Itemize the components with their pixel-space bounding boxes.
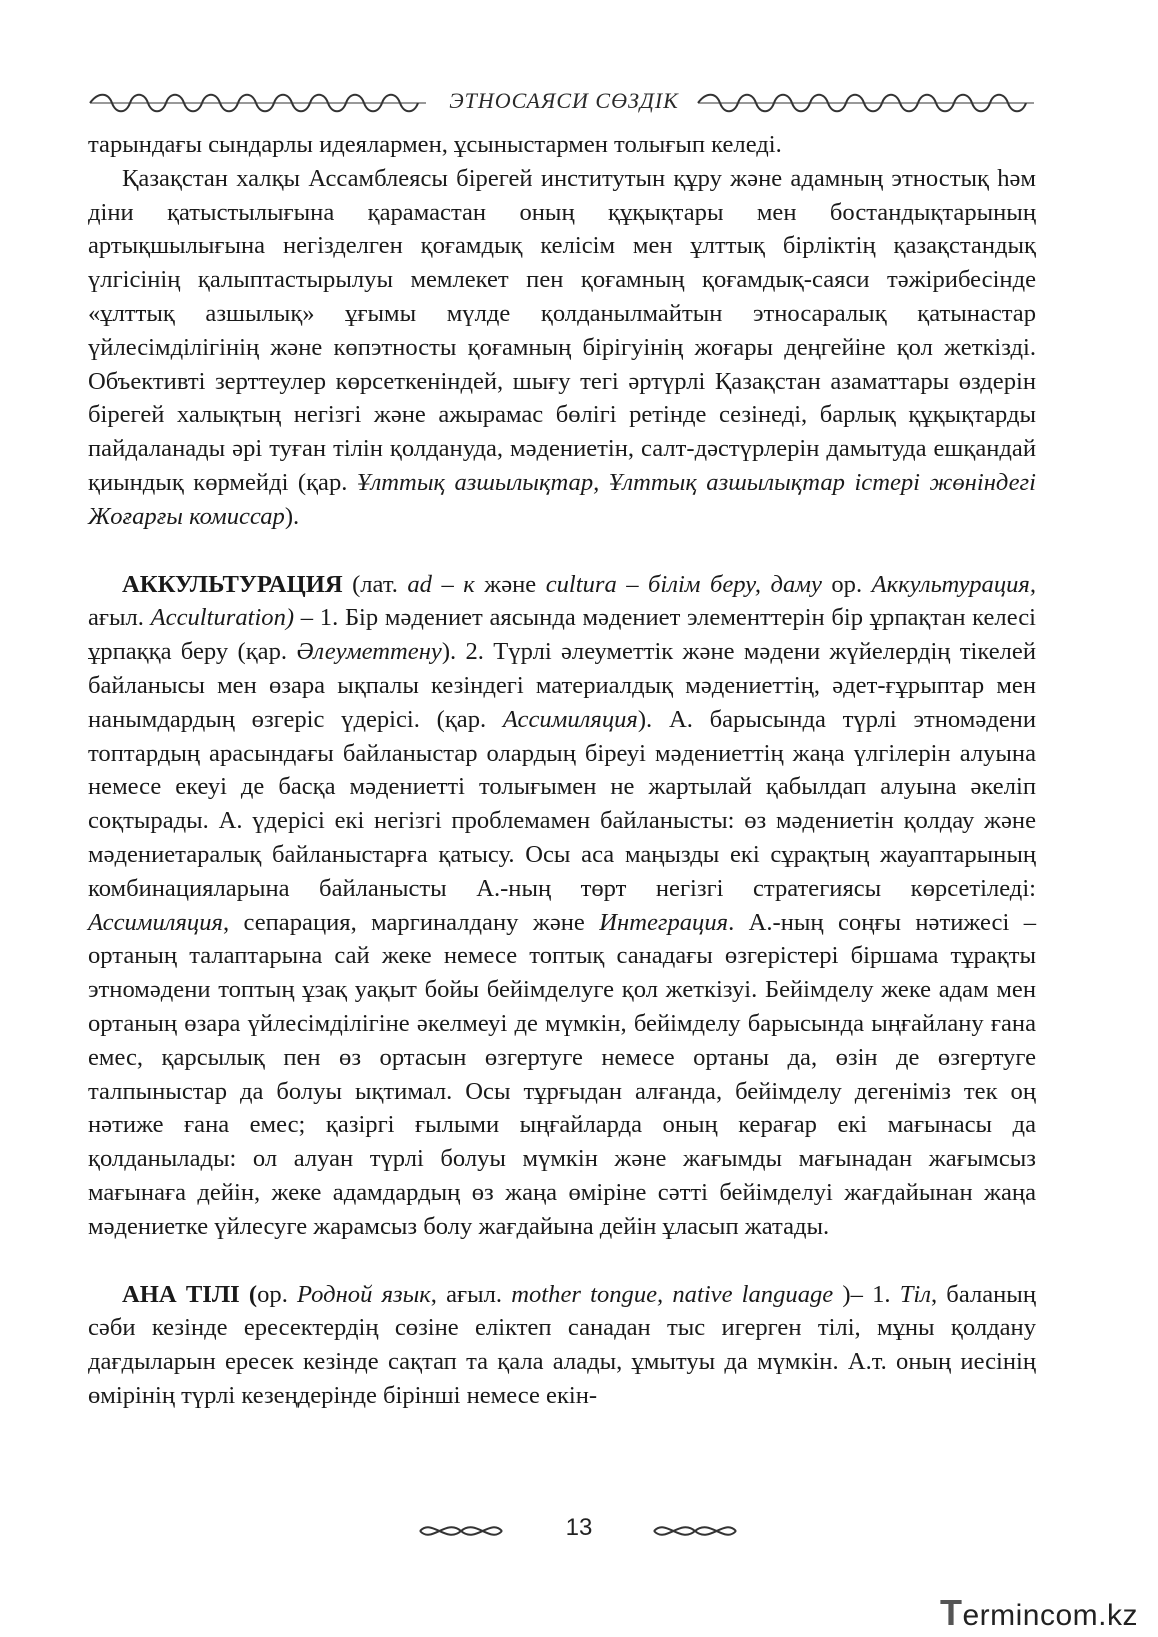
running-header bbox=[88, 86, 1036, 122]
page-body bbox=[88, 128, 1036, 1413]
entry-mother-tongue: АНА ТІЛІ (ор. Родной язык, ағыл. mother tongue, native language )– 1. Тіл, баланың сәби кезінде ересектердің сөзіне еліктеп санадан тыс игерген тілі, мұны қолдану дағдыларын ересек кезінде сақтап та қала алады, ұмытуы да мүмкін. А.т. оның иесінің өмірінің түрлі кезеңдерінде бірінші немесе екін- bbox=[88, 1280, 1036, 1409]
entry-acculturation: АККУЛЬТУРАЦИЯ (лат. ad – к және cultura – білім беру, даму ор. Аккультурация, ағыл. Acculturation) – 1. Бір мәдениет аясында мәдениет элементтерін бір ұрпақтан келесі ұрпаққа беру (қар. Әлеуметтену). 2. Түрлі әлеуметтік және мәдени жүйелердің тікелей байланысы мен өзара ықпалы кезіндегі материалдық мәдениеттің, әдет-ғұрыптар мен нанымдардың өзгеріс үдерісі. (қар. Ассимиляция). А. барысында түрлі этномәдени топтардың арасындағы байланыстар олардың біреуі мәдениеттің жаңа үлгілерін алуына немесе екеуі де басқа мәдениетті толығымен не жартылай қабылдап алуына әкеліп соқтырады. А. үдерісі екі негізгі проблемамен байланысты: өз мәдениетін қолдау және мәдениетаралық байланыстарға қатысу. Осы аса маңызды екі сұрақтың жауаптарының комбинацияларына байланысты А.-ның төрт негізгі стратегиясы көрсетіледі: Ассимиляция, сепарация, маргиналдану және Интеграция. А.-ның соңғы нәтижесі – ортаның талаптарына сай жеке немесе топтық санадағы өзгерістері біршама тұрақты этномәдени топтың ұзақ уақыт бойы бейімделуге қол жеткізуі. Бейімделу жеке адам мен ортаның өзара үйлесімділігіне әкелмеуі де мүмкін, бейімделу барысында ыңғайлану ғана емес, қарсылық пен өз ортасын өзгертуге немесе ортаны да, өзін де өзгертуге талпыныстар да болуы ықтимал. Осы тұрғыдан алғанда, бейімделу дегеніміз тек оң нәтиже ғана емес; қазіргі ғылыми ыңғайларда оның керағар екі мағынасы да қолданылады: ол алуан түрлі болуы мүмкін және жағымды мағынадан жағымсыз мағынаға дейін, жеке адамдардың өз жаңа өміріне сәтті бейімделуі жағдайынан жаңа мәдениетке үйлесуге жарамсыз болу жағдайына дейін ұласып жатады. bbox=[88, 570, 1037, 1240]
footer-ornament-right-icon bbox=[652, 1520, 738, 1542]
header-title: ЭТНОСАЯСИ СӨЗДІК bbox=[449, 88, 679, 113]
entry-term: АНА ТІЛІ ( bbox=[122, 1280, 258, 1308]
page-number: 13 bbox=[565, 1514, 593, 1541]
cross-reference: Ассимиляция bbox=[502, 705, 638, 733]
cross-reference: Ұлттық азшылықтар, Ұлттық азшылықтар істері жөніндегі Жоғарғы комиссар bbox=[88, 468, 1036, 530]
page-footer bbox=[0, 1510, 1158, 1550]
watermark-logo: Termincom.kz bbox=[939, 1592, 1138, 1633]
paragraph-assembly: Қазақстан халқы Ассамблеясы бірегей институтын құру және адамның этностық һәм діни қатыстылығына қарамастан оның құқықтары мен бостандықтарының артықшылығына негізделген қоғамдық келісім мен ұлттық бірліктің қазақстандық үлгісінің қалыптастырылуы мемлекет пен қоғамның қоғамдық-саяси тәжірибесінде «ұлттық азшылық» ұғымы мүлде қолданылмайтын этносаралық қатынастар үйлесімділігінің және көпэтносты қоғамның бірігуінің жоғары деңгейіне қол жеткізді. Объективті зерттеулер көрсеткеніндей, шығу тегі әртүрлі Қазақстан азаматтары өздерін бірегей халықтың негізгі және ажырамас бөлігі ретінде сезінеді, барлық құқықтарды пайдаланады әрі туған тілін қолдануда, мәдениетін, салт-дәстүрлерін дамытуда ешқандай қиындық көрмейді (қар. Ұлттық азшылықтар, Ұлттық азшылықтар істері жөніндегі Жоғарғы комиссар). bbox=[88, 164, 1036, 530]
header-ornament-right-icon bbox=[696, 90, 1036, 116]
cross-reference: Әлеуметтену bbox=[296, 638, 442, 666]
header-ornament-left-icon bbox=[88, 90, 428, 116]
paragraph-continued: тарындағы сындарлы идеялармен, ұсыныстармен толығып келеді. bbox=[88, 131, 782, 158]
entry-term: АККУЛЬТУРАЦИЯ bbox=[122, 570, 343, 598]
